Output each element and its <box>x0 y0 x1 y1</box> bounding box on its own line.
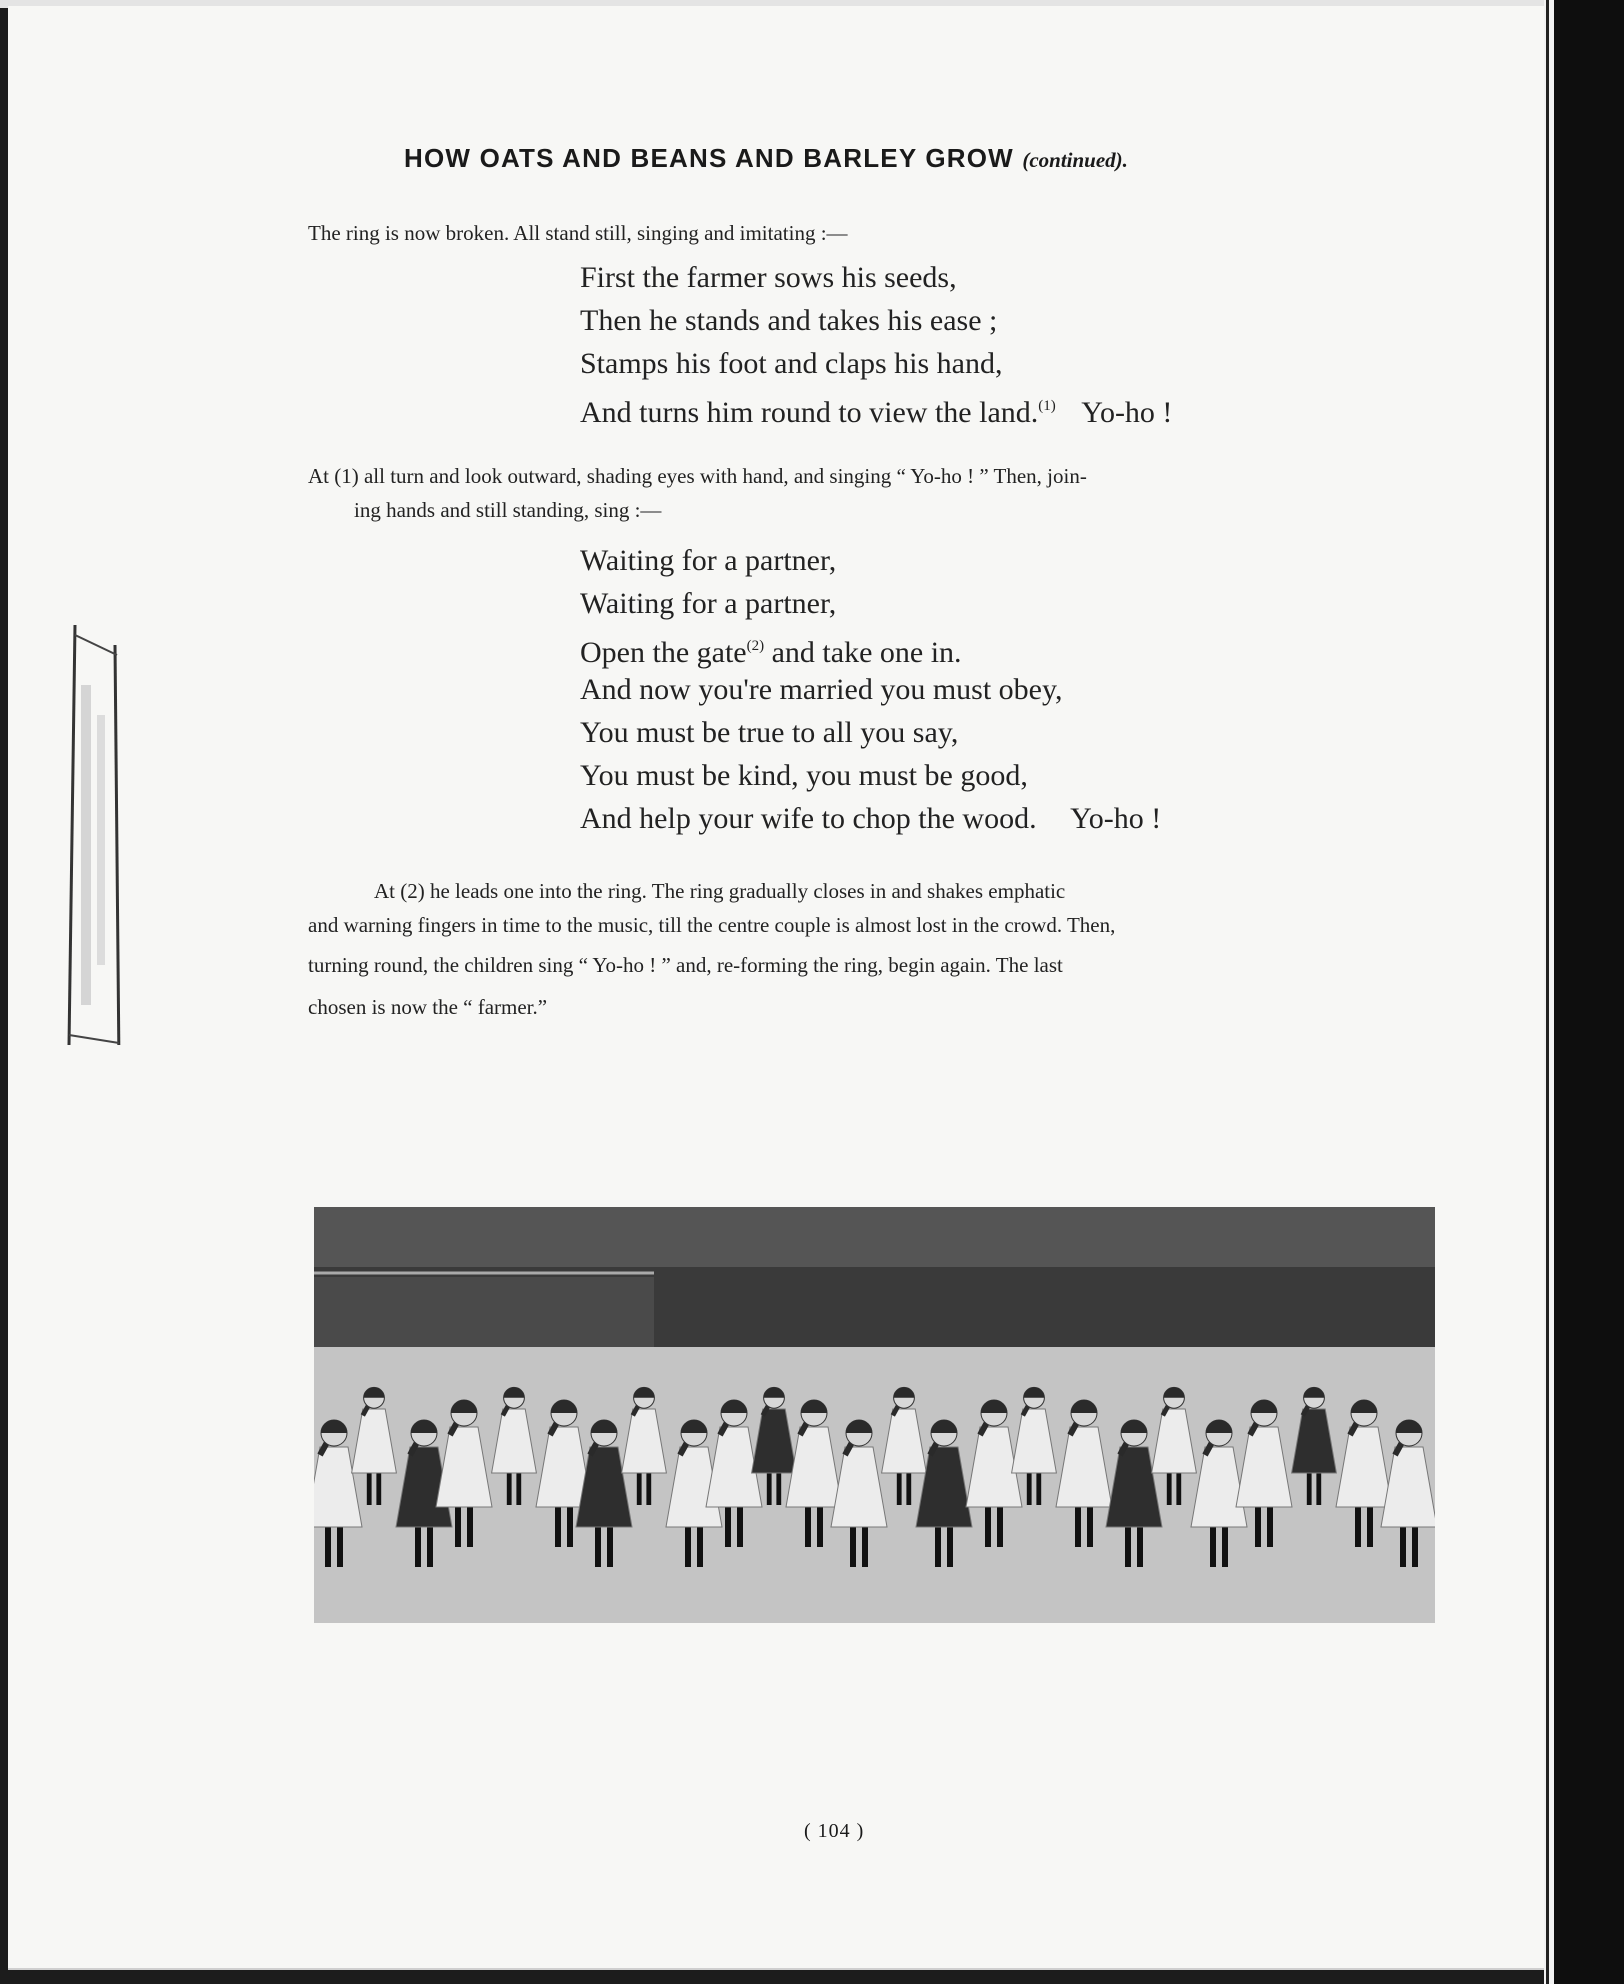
verse-2-line-1: Waiting for a partner, <box>580 544 837 577</box>
instruction-paragraph-3-line-1: At (2) he leads one into the ring. The ring gradually closes in and shakes emphatic <box>374 879 1066 903</box>
verse-2-line-4: And now you're married you must obey, <box>580 673 1063 706</box>
footnote-marker-2: (2) <box>746 638 765 654</box>
instruction-paragraph-3-line-3: turning round, the children sing “ Yo-ho ! ” and, re-forming the ring, begin again. The last <box>308 953 1063 977</box>
verse-2-line-3 <box>580 625 962 674</box>
instruction-paragraph-2-line-2: ing hands and still standing, sing :— <box>354 498 662 522</box>
facing-page-edge <box>1554 0 1624 1984</box>
verse-1-line-4-text: And turns him round to view the land. <box>580 396 1039 429</box>
verse-2-gate-text: Open the gate <box>580 636 747 669</box>
page-heading <box>404 143 1128 174</box>
refrain-yo-ho-1: Yo-ho ! <box>1081 396 1173 429</box>
instruction-paragraph-2-line-1: At (1) all turn and look outward, shading eyes with hand, and singing “ Yo-ho ! ” Then, join- <box>308 464 1087 488</box>
refrain-yo-ho-2: Yo-ho ! <box>1070 802 1162 835</box>
footnote-marker-1: (1) <box>1038 398 1056 414</box>
photograph-illustration <box>314 1207 1435 1623</box>
verse-2-gate-rest: and take one in. <box>764 636 962 669</box>
heading-continued: (continued). <box>1022 148 1128 172</box>
verse-1-line-4 <box>580 385 1172 434</box>
verse-1-line-2: Then he stands and takes his ease ; <box>580 304 998 337</box>
verse-1-line-1: First the farmer sows his seeds, <box>580 261 957 294</box>
instruction-paragraph-1: The ring is now broken. All stand still, singing and imitating :— <box>308 221 848 245</box>
gutter-line <box>1546 0 1549 1984</box>
verse-2-line-5: You must be true to all you say, <box>580 716 959 749</box>
verse-2-line-7 <box>580 797 1161 840</box>
photograph-children-singing <box>314 1207 1435 1623</box>
instruction-paragraph-3-line-2: and warning fingers in time to the music, till the centre couple is almost lost in the crowd. Then, <box>308 913 1116 937</box>
verse-1-line-3: Stamps his foot and claps his hand, <box>580 347 1003 380</box>
verse-2-line-2: Waiting for a partner, <box>580 587 837 620</box>
instruction-paragraph-3-line-4: chosen is now the “ farmer.” <box>308 995 548 1019</box>
page-number: ( 104 ) <box>804 1820 865 1842</box>
heading-title: HOW OATS AND BEANS AND BARLEY GROW <box>404 143 1014 173</box>
verse-2-line-7-text: And help your wife to chop the wood. <box>580 802 1037 835</box>
library-stamp <box>55 625 130 1045</box>
verse-2-line-6: You must be kind, you must be good, <box>580 759 1028 792</box>
